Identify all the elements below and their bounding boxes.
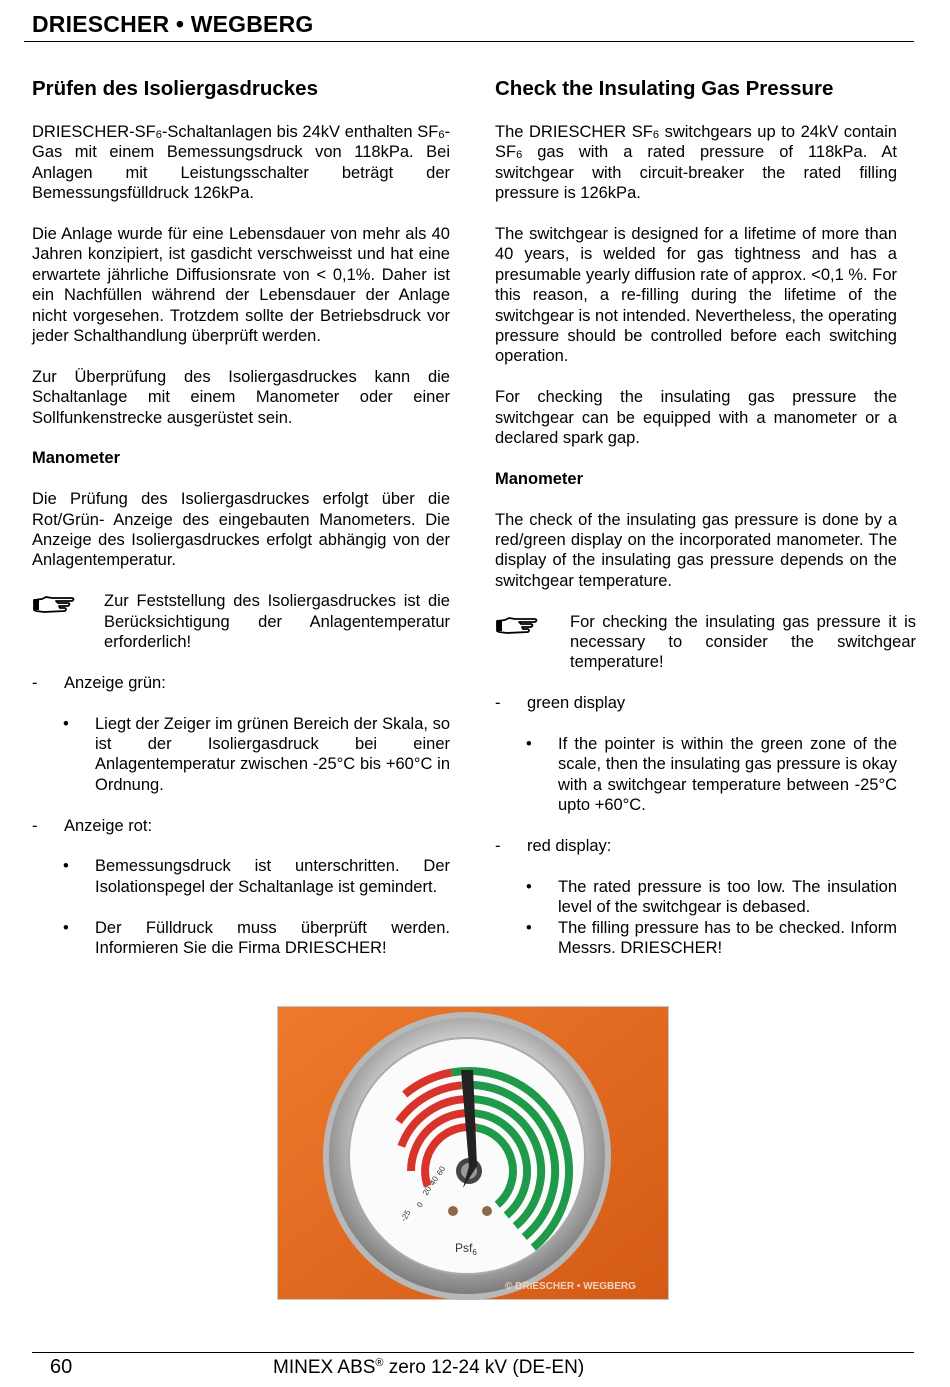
paragraph-2-de: Die Anlage wurde für eine Lebensdauer von mehr als 40 Jahren konzipiert, ist gasdicht verschweisst und hat eine erwartete jährliche Diffusionsrate von < 0,1%. Daher ist ein Nachfüllen während der Lebensdauer der Anlage nicht vorgesehen. Trotzdem sollte der Betriebsdruck vor jeder Schalthandlung überprüft werden. xyxy=(32,225,450,346)
gauge-mark: -25 xyxy=(398,1208,413,1223)
paragraph-1-en: The DRIESCHER $SF_6$ switchgears up to 24kV contain $SF_6$ gas with a rated pressure of 118kPa. At switchgear with circuit-breaker the rated filling pressure is 126kPa. xyxy=(495,123,897,203)
bullet-marker: • xyxy=(63,918,69,937)
green-bullet-de: • Liegt der Zeiger im grünen Bereich der Skala, so ist der Isoliergasdruck bei einer Anlagentemperatur zwischen -25°C bis +60°C in Ordnung. xyxy=(63,714,450,794)
bullet-marker: • xyxy=(526,918,532,937)
red-bullet-2-en: • The filling pressure has to be checked. Inform Messrs. DRIESCHER! xyxy=(526,918,897,958)
manometer-heading-de: Manometer xyxy=(32,449,121,468)
manometer-illustration xyxy=(277,1006,669,1300)
brand-title: DRIESCHER • WEGBERG xyxy=(32,11,314,37)
red-display-item-de xyxy=(32,816,450,836)
green-display-item-en xyxy=(495,693,897,713)
paragraph-3-de: Zur Überprüfung des Isoliergasdruckes kann die Schaltanlage mit einem Manometer oder einer Sollfunkenstrecke ausgerüstet sein. xyxy=(32,367,450,427)
page-number: 60 xyxy=(50,1356,73,1378)
bullet-marker: • xyxy=(63,714,69,733)
red-bullet-1-en: • The rated pressure is too low. The insulation level of the switchgear is debased. xyxy=(526,877,897,917)
photo-copyright: © DRIESCHER • WEGBERG xyxy=(505,1281,636,1292)
note-en xyxy=(495,612,916,673)
page-header xyxy=(24,8,914,42)
dash-marker: - xyxy=(32,673,38,692)
green-display-label-de: Anzeige grün: xyxy=(64,673,166,692)
red-display-label-en: red display: xyxy=(527,837,612,856)
dash-marker: - xyxy=(495,837,501,856)
english-column xyxy=(495,76,916,958)
note-de xyxy=(32,591,450,652)
gauge-mark: 20 xyxy=(420,1184,434,1197)
dash-marker: - xyxy=(495,694,501,713)
bullet-marker: • xyxy=(526,735,532,754)
green-bullet-en: • If the pointer is within the green zone of the scale, then the insulating gas pressure is okay with a switchgear temperature between -25°C upto +60°C. xyxy=(526,735,897,815)
gauge-unit: Psf$_6$ xyxy=(455,1241,477,1257)
pointing-hand-icon xyxy=(495,616,539,636)
note-text-de: Zur Feststellung des Isoliergasdruckes ist die Berücksichtigung der Anlagentemperatur erforderlich! xyxy=(104,592,450,652)
red-display-item-en xyxy=(495,836,897,856)
gauge-mark: 0 xyxy=(414,1200,425,1209)
paragraph-4-de: Die Prüfung des Isoliergasdruckes erfolgt über die Rot/Grün- Anzeige des eingebauten Manometers. Die Anzeige des Isoliergasdruckes erfolgt abhängig von der Anlagentemperatur. xyxy=(32,490,450,570)
green-display-label-en: green display xyxy=(527,694,626,713)
bullet-marker: • xyxy=(526,877,532,896)
section-title-de: Prüfen des Isoliergasdruckes xyxy=(32,77,318,100)
section-title-en: Check the Insulating Gas Pressure xyxy=(495,77,834,100)
manometer-heading-en: Manometer xyxy=(495,469,584,488)
paragraph-4-en: The check of the insulating gas pressure is done by a red/green display on the incorporated manometer. The display of the insulating gas pressure depends on the switchgear temperature. xyxy=(495,510,897,590)
green-display-item-de xyxy=(32,673,450,693)
paragraph-3-en: For checking the insulating gas pressure the switchgear can be equipped with a manometer or a declared spark gap. xyxy=(495,388,897,448)
pointing-hand-icon xyxy=(32,595,76,615)
paragraph-1-de: DRIESCHER-$SF_6$-Schaltanlagen bis 24kV enthalten $SF_6$-Gas mit einem Bemessungsdruck von 118kPa. Bei Anlagen mit Leistungsschalter beträgt der Bemessungsfülldruck 126kPa. xyxy=(32,123,450,203)
red-display-label-de: Anzeige rot: xyxy=(64,816,153,835)
german-column xyxy=(32,76,450,958)
gauge-mark: 40 xyxy=(427,1174,441,1187)
footer-divider xyxy=(32,1352,914,1353)
dash-marker: - xyxy=(32,816,38,835)
bullet-marker: • xyxy=(63,857,69,876)
document-title: MINEX ABS® zero 12-24 kV (DE-EN) xyxy=(273,1357,585,1378)
note-text-en: For checking the insulating gas pressure it is necessary to consider the switchgear temperature! xyxy=(570,612,916,672)
gauge-mark: 60 xyxy=(434,1164,448,1177)
red-bullet-2-de: • Der Fülldruck muss überprüft werden. Informieren Sie die Firma DRIESCHER! xyxy=(63,918,450,958)
paragraph-2-en: The switchgear is designed for a lifetime of more than 40 years, is welded for gas tightness and has a presumable yearly diffusion rate of approx. <0,1 %. For this reason, a re-filling during the lifetime of the switchgear is not intended. Nevertheless, the operating pressure should be controlled before each switching operation. xyxy=(495,225,897,366)
red-bullet-1-de: • Bemessungsdruck ist unterschritten. Der Isolationspegel der Schaltanlage ist gemindert. xyxy=(63,857,450,896)
manometer-photo xyxy=(277,1006,669,1300)
